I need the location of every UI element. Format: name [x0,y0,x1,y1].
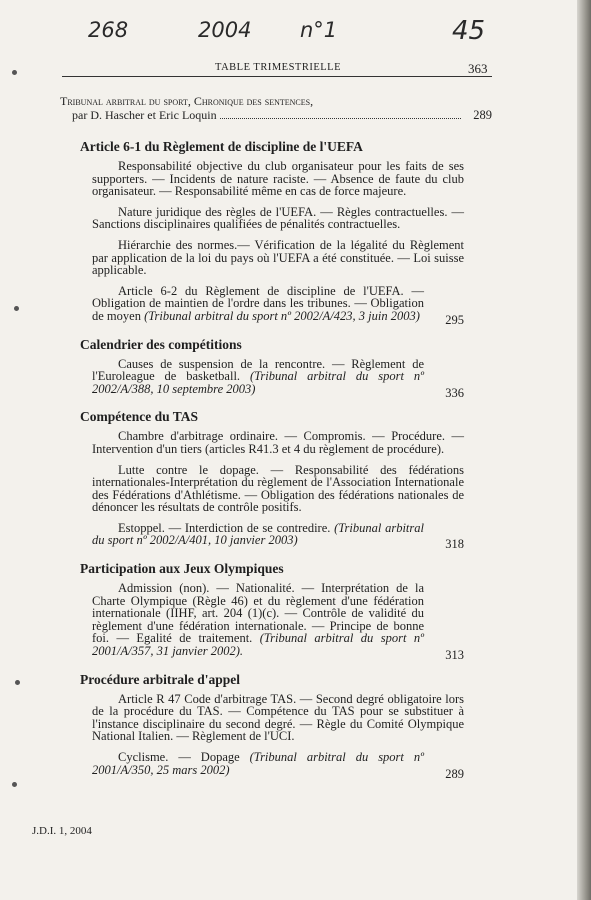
intro-page: 289 [473,108,492,122]
scan-speck [12,782,17,787]
toc-entry [92,750,464,781]
toc-section [80,336,464,400]
handwritten-issue: n°1 [300,18,338,42]
section-title: Article 6-1 du Règlement de discipline de l'UEFA [80,139,363,154]
entry-page: 318 [445,537,464,552]
toc-section [80,671,464,781]
entry-citation: (Tribunal arbitral du sport nº 2002/A/401, 10 janvier 2003) [92,520,424,548]
toc-section [80,561,464,663]
entry-citation: (Tribunal arbitral du sport nº 2001/A/350, 25 mars 2002) [92,750,424,777]
header-rule [62,76,492,77]
entry-page: 336 [445,385,464,400]
entry-text [92,751,424,776]
entry-text [92,285,424,323]
toc-entry: Hiérarchie des normes.— Vérification de la légalité du Règlement par application de la loi du pays où l'UEFA a été constituée. — Loi suisse applicable. [92,237,464,278]
page-number: 363 [468,61,488,76]
toc-section [80,409,464,552]
toc-entry: Article R 47 Code d'arbitrage TAS. — Second degré obligatoire lors de la procédure du TAS. — Compétence du TAS pour se substituer à l'instance disciplinaire du second degré. — Règle du Comité Olympique National Italien. — Règlement de l'UCI. [92,691,464,744]
entry-text [92,358,424,396]
entry-text [92,522,424,547]
handwritten-year: 2004 [198,18,252,42]
handwritten-number: 268 [88,18,129,42]
section-title: Procédure arbitrale d'appel [80,671,240,687]
toc-section [80,139,464,327]
toc-entry [92,356,464,400]
section-title: Compétence du TAS [80,409,199,425]
intro-line-2: par D. Hascher et Eric Loquin [72,108,217,122]
handwritten-page: 45 [452,16,486,46]
toc-entry: Chambre d'arbitrage ordinaire. — Compromis. — Procédure. — Intervention d'un tiers (articles R41.3 et 4 du règlement de procédure). [92,429,464,456]
intro-entry [60,94,492,122]
entry-summary: Cyclisme. — Dopage [118,750,250,764]
entry-summary: Estoppel. — Interdiction de se contredire. [118,520,335,535]
entry-page: 289 [445,766,464,781]
intro-line-1: Tribunal arbitral du sport, Chronique des sentences, [60,94,314,108]
intro-line-2-row [60,108,492,122]
table-of-contents [80,139,464,790]
section-title: Calendrier des compétitions [80,336,242,352]
entry-summary: Admission (non). — Nationalité. — Interprétation de la Charte Olympique (Règle 46) et du règlement d'une fédération internationale (IIHF, art. 204 (1)(c). — Contrôle de validité du règlement d'une fédération internationale. — Principe de bonne foi. — Egalité de traitement. [92,581,424,646]
toc-entry: Responsabilité objective du club organisateur pour les faits de ses supporters. — Incidents de nature raciste. — Absence de faute du club organisateur. — Responsabilité même en cas de force majeure. [92,159,464,199]
toc-entry: Lutte contre le dopage. — Responsabilité des fédérations internationales-Interprétation du règlement de l'Association Internationale des Fédérations d'Athlétisme. — Obligation des fédérations nationales de dénoncer les résultats de contrôle positifs. [92,462,464,515]
scan-speck [14,306,19,311]
scan-speck [12,70,17,75]
toc-entry [92,520,464,552]
journal-footer: J.D.I. 1, 2004 [32,825,92,837]
section-title: Participation aux Jeux Olympiques [80,561,284,577]
toc-entry [92,581,464,663]
toc-entry [92,283,464,327]
running-title: TABLE TRIMESTRIELLE [215,62,341,73]
entry-citation: (Tribunal arbitral du sport nº 2002/A/388, 10 septembre 2003) [92,369,424,396]
entry-citation: (Tribunal arbitral du sport nº 2002/A/423, 3 juin 2003) [144,308,420,323]
entry-citation: (Tribunal arbitral du sport nº 2001/A/357, 31 janvier 2002). [92,631,424,659]
leader-dots [220,118,461,119]
entry-text [92,582,424,658]
entry-page: 295 [445,312,464,327]
entry-page: 313 [445,648,464,663]
toc-entry: Nature juridique des règles de l'UEFA. — Règles contractuelles. — Sanctions disciplinaires qualifiées de pénalités contractuelles. [92,204,464,232]
entry-summary: Article 6-2 du Règlement de discipline de l'UEFA. — Obligation de maintien de l'ordre dans les tribunes. — Obligation de moyen [92,283,424,323]
entry-summary: Causes de suspension de la rencontre. — Règlement de l'Euroleague de basketball. [92,356,424,384]
scan-speck [15,680,20,685]
page-binding-edge [577,0,591,900]
